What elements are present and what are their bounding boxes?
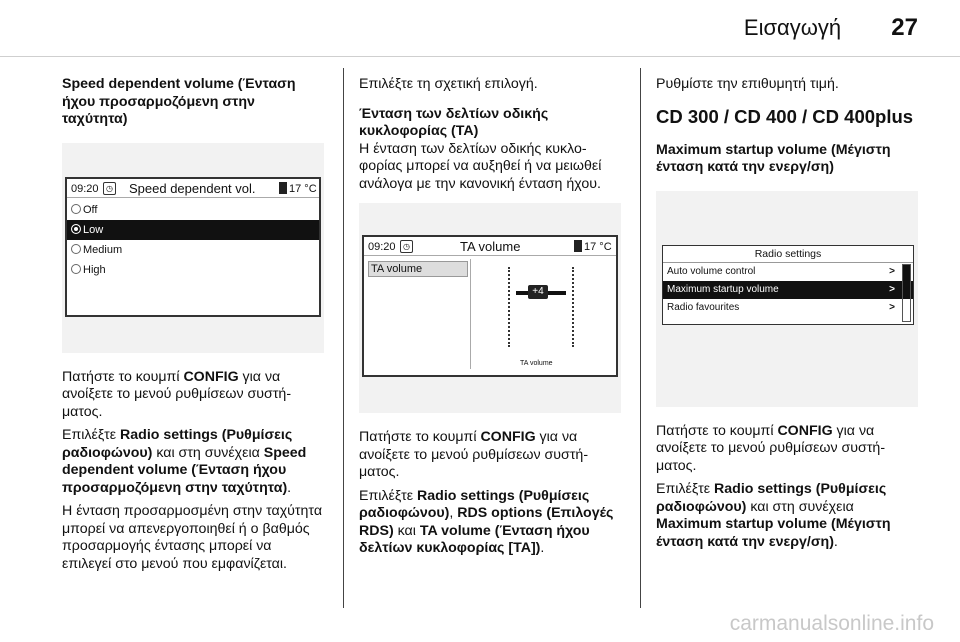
ta-volume-label-box[interactable]: TA volume: [368, 261, 468, 277]
paragraph: Επιλέξτε τη σχετική επιλογή.: [359, 76, 538, 92]
screen-caption: TA volume: [520, 360, 553, 367]
page-title: Εισαγωγή: [743, 15, 842, 40]
section-title-cd-models: CD 300 / CD 400 / CD 400plus: [656, 105, 914, 127]
clock-icon: ◷: [103, 182, 116, 195]
screenshot-ta-volume: [359, 203, 621, 413]
screen-temp: 17 °C: [584, 241, 612, 253]
paragraph: Πατήστε το κουμπί CONFIG για να ανοίξετε το μενού ρυθμίσεων συστήματος.: [62, 368, 292, 420]
watermark: carmanualsonline.info: [729, 612, 934, 635]
column-3: [656, 76, 918, 557]
screen-title: Speed dependent vol.: [129, 180, 256, 196]
radio-icon: [71, 244, 81, 254]
screen-titlebar: [67, 179, 319, 198]
option-medium[interactable]: Medium: [67, 240, 319, 260]
option-high[interactable]: High: [67, 260, 319, 280]
scrollbar[interactable]: [902, 264, 911, 322]
screen-title: Radio settings: [663, 246, 913, 263]
screenshot-radio-settings: [656, 191, 918, 407]
radio-icon: [71, 204, 81, 214]
menu-auto-volume[interactable]: Auto volume control >: [663, 263, 913, 281]
menu-max-startup-volume[interactable]: Maximum startup volume >: [663, 281, 913, 299]
scale-left-icon: [508, 267, 512, 347]
display-screen: [65, 177, 321, 317]
clock-icon: ◷: [400, 240, 413, 253]
page-number: 27: [891, 14, 918, 41]
paragraph: Ρυθμίστε την επιθυμητή τιμή.: [656, 76, 839, 92]
paragraph: Η ένταση των δελτίων οδικής κυκλοφορίας μπορεί να αυξηθεί ή να μειωθεί ανάλογα με την κανονική ένταση ήχου.: [359, 140, 602, 192]
paragraph: Επιλέξτε Radio settings (Ρυθμίσεις ραδιοφώνου), RDS options (Επιλογές RDS) και TA volume (Ένταση ήχου δελτίων κυκλοφορίας [TA]).: [359, 487, 614, 556]
column-divider-2: [640, 68, 641, 608]
paragraph: Επιλέξτε Radio settings (Ρυθμίσεις ραδιοφώνου) και στη συνέχεια Speed dependent volume (Ένταση ήχου προσαρμοζόμενη στην ταχύτητα).: [62, 427, 307, 496]
chevron-right-icon: >: [889, 265, 895, 277]
screenshot-speed-volume: [62, 143, 324, 353]
paragraph: Επιλέξτε Radio settings (Ρυθμίσεις ραδιοφώνου) και στη συνέχεια Maximum startup volume (Μέγιστη ένταση κατά την ενεργ/ση).: [656, 481, 891, 550]
screen-title: TA volume: [460, 239, 521, 254]
screen-divider: [470, 259, 471, 369]
screen-temp: 17 °C: [289, 182, 317, 195]
section-heading-ta-volume: Ένταση των δελτίων οδικής κυκλοφορίας (TA): [359, 105, 549, 139]
screen-titlebar: [364, 237, 616, 256]
display-screen: [662, 245, 914, 325]
volume-value[interactable]: +4: [528, 285, 548, 299]
radio-icon: [71, 264, 81, 274]
paragraph: Πατήστε το κουμπί CONFIG για να ανοίξετε το μενού ρυθμίσεων συστήματος.: [359, 429, 589, 480]
display-screen: [362, 235, 618, 377]
menu-radio-favourites[interactable]: Radio favourites >: [663, 299, 913, 317]
chevron-right-icon: >: [889, 283, 895, 295]
option-low[interactable]: Low: [67, 220, 319, 240]
column-divider-1: [343, 68, 344, 608]
battery-icon: [574, 240, 582, 252]
radio-selected-icon: [71, 224, 81, 234]
scale-right-icon: [572, 267, 576, 347]
page-header: [744, 14, 918, 42]
header-divider: [0, 56, 960, 57]
option-off[interactable]: Off: [67, 200, 319, 220]
screen-time: 09:20: [368, 241, 396, 253]
battery-icon: [279, 182, 287, 194]
section-heading-speed-volume: Speed dependent volume (Ένταση ήχου προσαρμοζόμενη στην ταχύτητα): [62, 76, 296, 127]
paragraph: Η ένταση προσαρμοσμένη στην ταχύτητα μπορεί να απενεργοποιηθεί ή ο βαθμός προσαρμογής έντασης μπορεί να επιλεγεί στο μενού που εμφανίζεται.: [62, 503, 323, 572]
screen-time: 09:20: [71, 182, 99, 195]
paragraph: Πατήστε το κουμπί CONFIG για να ανοίξετε το μενού ρυθμίσεων συστήματος.: [656, 422, 886, 474]
section-heading-max-startup: Maximum startup volume (Μέγιστη ένταση κατά την ενεργ/ση): [656, 141, 891, 175]
column-1: [62, 76, 324, 579]
column-2: [359, 76, 621, 564]
chevron-right-icon: >: [889, 301, 895, 313]
